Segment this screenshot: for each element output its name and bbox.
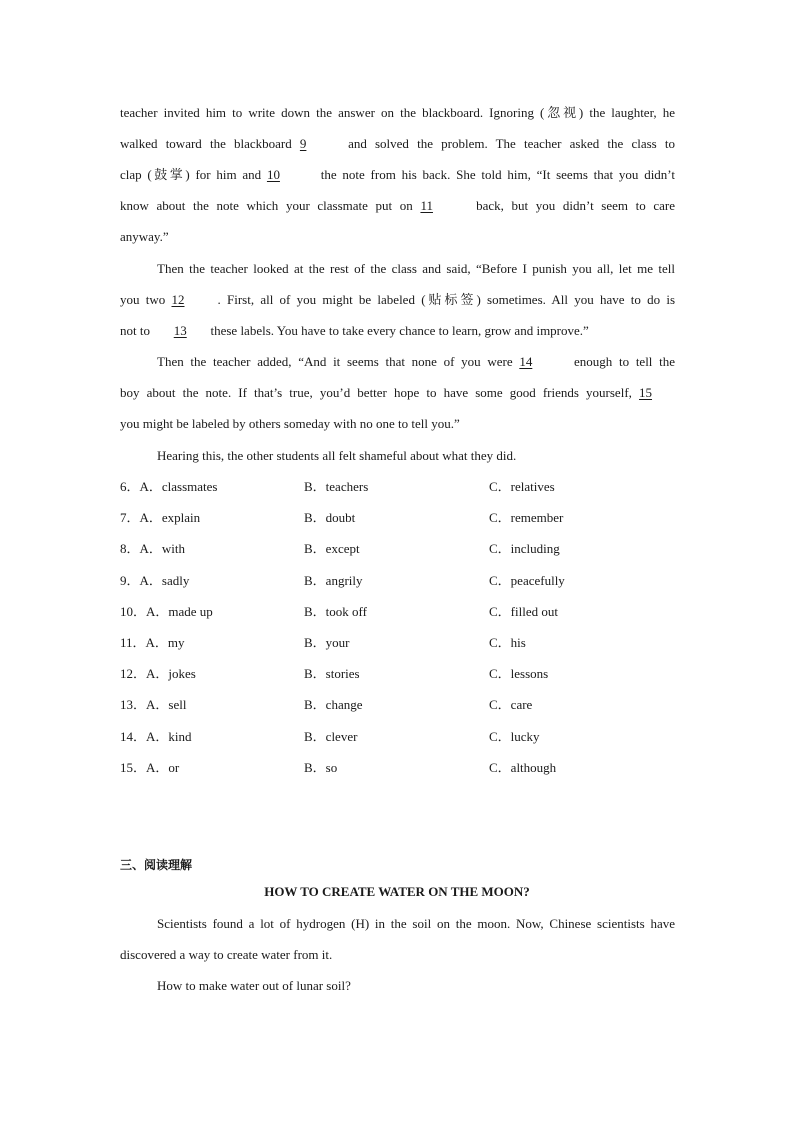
option-a: 12．A．jokes (120, 666, 196, 681)
passage-text: Then the teacher added, “And it seems that none of you were (157, 354, 513, 369)
passage-text: clap (鼓掌) for him and (120, 167, 262, 182)
option-a: 13．A．sell (120, 697, 187, 712)
blank-9: 9 (299, 136, 307, 151)
passage-line: Then the teacher looked at the rest of the class and said, “Before I punish you all, let me tell (157, 261, 675, 276)
section-heading: 三、阅读理解 (120, 858, 193, 872)
blank-10: 10 (266, 167, 280, 182)
passage-line (120, 291, 675, 309)
passage-line: anyway.” (120, 229, 169, 244)
blank-13: 13 (173, 323, 187, 338)
option-a: 7．A．explain (120, 510, 201, 525)
option-b: B．angrily (304, 573, 363, 588)
option-c: C．filled out (489, 604, 558, 619)
blank-12: 12 (171, 292, 185, 307)
option-c: C．although (489, 760, 557, 775)
passage-line (120, 384, 675, 402)
option-b: B．took off (304, 604, 367, 619)
passage-text: the note from his back. She told him, “It seems that you didn’t (320, 167, 676, 182)
option-a: 14．A．kind (120, 729, 192, 744)
passage-line (120, 197, 675, 215)
passage-line (120, 322, 675, 340)
blank-15: 15 (639, 385, 653, 400)
option-b: B．doubt (304, 510, 356, 525)
passage-text: enough to tell the (574, 354, 676, 369)
blank-11: 11 (420, 198, 433, 213)
passage-text: these labels. You have to take every chance to learn, grow and improve.” (210, 323, 589, 338)
option-c: C．his (489, 635, 526, 650)
passage-line (120, 135, 675, 153)
option-b: B．clever (304, 729, 358, 744)
passage-text: back, but you didn’t seem to care (476, 198, 676, 213)
option-c: C．peacefully (489, 573, 565, 588)
passage-line: you might be labeled by others someday with no one to tell you.” (120, 416, 460, 431)
passage-line: Scientists found a lot of hydrogen (H) in the soil on the moon. Now, Chinese scientists have (157, 916, 675, 931)
option-b: B．your (304, 635, 350, 650)
passage-text: you two (120, 292, 166, 307)
passage-text: know about the note which your classmate put on (120, 198, 413, 213)
passage-line (157, 353, 675, 371)
option-a: 15．A．or (120, 760, 180, 775)
passage-text: boy about the note. If that’s true, you’d better hope to have some good friends yourself, (120, 385, 632, 400)
passage-line: teacher invited him to write down the answer on the blackboard. Ignoring (忽视) the laughter, he (120, 105, 675, 120)
option-a: 9．A．sadly (120, 573, 190, 588)
option-a: 10．A．made up (120, 604, 213, 619)
option-c: C．care (489, 697, 533, 712)
option-c: C．remember (489, 510, 564, 525)
passage-text: and solved the problem. The teacher asked the class to (348, 136, 675, 151)
passage-text: walked toward the blackboard (120, 136, 292, 151)
option-a: 11．A．my (120, 635, 185, 650)
option-b: B．change (304, 697, 363, 712)
option-b: B．teachers (304, 479, 369, 494)
passage-line: Hearing this, the other students all felt shameful about what they did. (157, 448, 517, 463)
passage-line: How to make water out of lunar soil? (157, 978, 351, 993)
option-a: 6．A．classmates (120, 479, 218, 494)
option-c: C．lessons (489, 666, 549, 681)
blank-14: 14 (519, 354, 533, 369)
option-b: B．so (304, 760, 338, 775)
option-a: 8．A．with (120, 541, 186, 556)
option-b: B．except (304, 541, 360, 556)
option-c: C．relatives (489, 479, 555, 494)
passage-text: not to (120, 323, 150, 338)
passage-text: . First, all of you might be labeled (贴标签) sometimes. All you have to do is (217, 292, 676, 307)
passage-line (120, 166, 675, 184)
article-title: HOW TO CREATE WATER ON THE MOON? (264, 884, 530, 899)
option-b: B．stories (304, 666, 360, 681)
option-c: C．lucky (489, 729, 540, 744)
option-c: C．including (489, 541, 560, 556)
passage-line: discovered a way to create water from it. (120, 947, 333, 962)
